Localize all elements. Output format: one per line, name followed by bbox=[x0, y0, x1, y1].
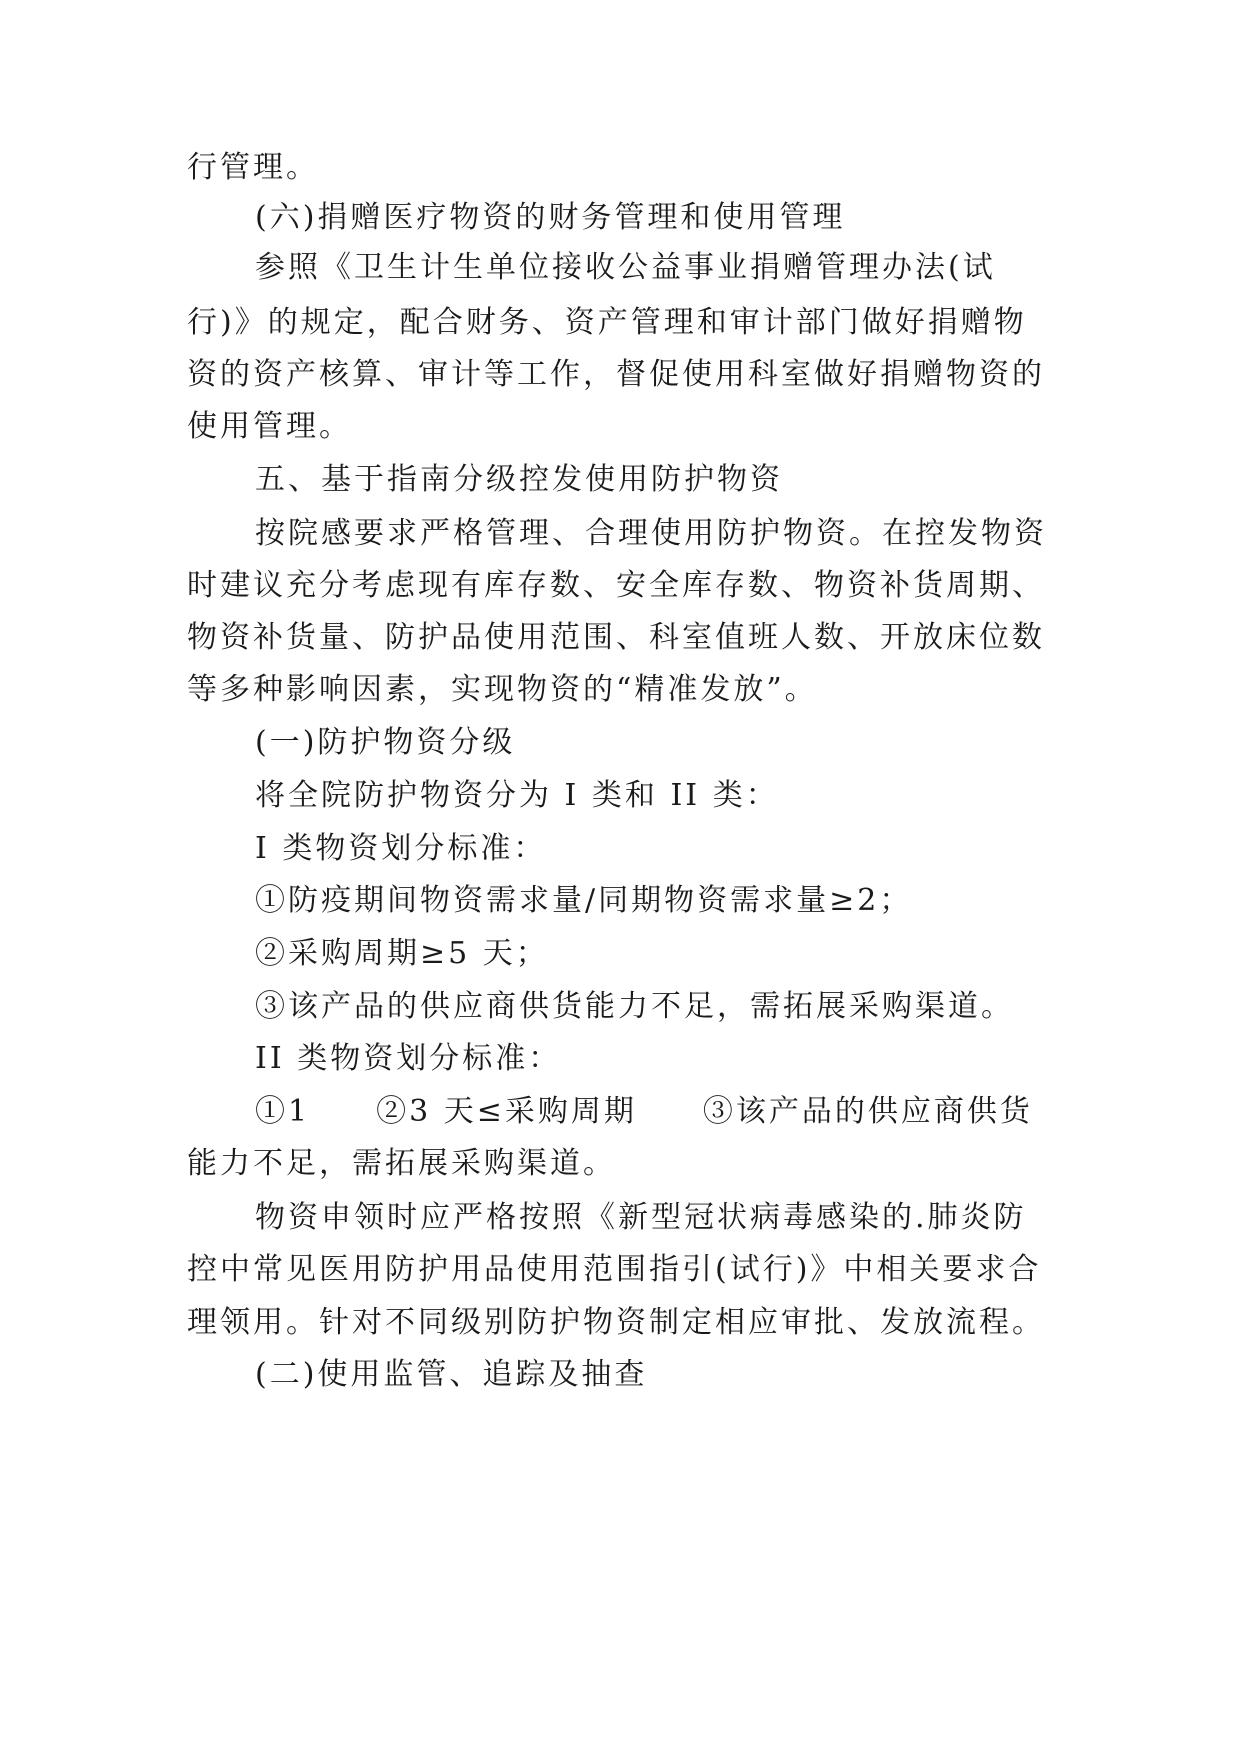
paragraph-line: 物资申领时应严格按照《新型冠状病毒感染的.肺炎防 bbox=[255, 1200, 1027, 1235]
paragraph-line: 按院感要求严格管理、合理使用防护物资。在控发物资 bbox=[255, 516, 1047, 551]
list-item: ②采购周期≥5 天； bbox=[255, 936, 549, 971]
paragraph-line: 行)》的规定，配合财务、资产管理和审计部门做好捐赠物 bbox=[187, 305, 1027, 340]
paragraph-line: 将全院防护物资分为 I 类和 II 类： bbox=[255, 778, 779, 813]
paragraph-line: 控中常见医用防护用品使用范围指引(试行)》中相关要求合 bbox=[187, 1252, 1042, 1287]
section-heading: (六)捐赠医疗物资的财务管理和使用管理 bbox=[255, 200, 846, 235]
list-item: ①防疫期间物资需求量/同期物资需求量≥2； bbox=[255, 883, 913, 918]
paragraph-line: 行管理。 bbox=[187, 150, 319, 185]
paragraph-line: 理领用。针对不同级别防护物资制定相应审批、发放流程。 bbox=[187, 1305, 1045, 1340]
paragraph-line: 等多种影响因素，实现物资的“精准发放”。 bbox=[187, 672, 818, 707]
section-heading: (一)防护物资分级 bbox=[255, 725, 516, 760]
paragraph-line: 时建议充分考虑现有库存数、安全库存数、物资补货周期、 bbox=[187, 568, 1045, 603]
paragraph-line: 资的资产核算、审计等工作，督促使用科室做好捐赠物资的 bbox=[187, 357, 1045, 392]
paragraph-line: I 类物资划分标准： bbox=[255, 831, 547, 866]
paragraph-line: 物资补货量、防护品使用范围、科室值班人数、开放床位数 bbox=[187, 620, 1045, 655]
paragraph-line: 参照《卫生计生单位接收公益事业捐赠管理办法(试 bbox=[255, 250, 996, 285]
chapter-heading: 五、基于指南分级控发使用防护物资 bbox=[255, 462, 783, 497]
paragraph-line: 使用管理。 bbox=[187, 409, 352, 444]
section-heading: (二)使用监管、追踪及抽查 bbox=[255, 1357, 648, 1392]
paragraph-line: II 类物资划分标准： bbox=[255, 1041, 562, 1076]
list-item: ③该产品的供应商供货能力不足，需拓展采购渠道。 bbox=[255, 989, 1014, 1024]
list-item: ①1 ②3 天≤采购周期 ③该产品的供应商供货 bbox=[255, 1094, 1033, 1129]
paragraph-line: 能力不足，需拓展采购渠道。 bbox=[187, 1146, 616, 1181]
